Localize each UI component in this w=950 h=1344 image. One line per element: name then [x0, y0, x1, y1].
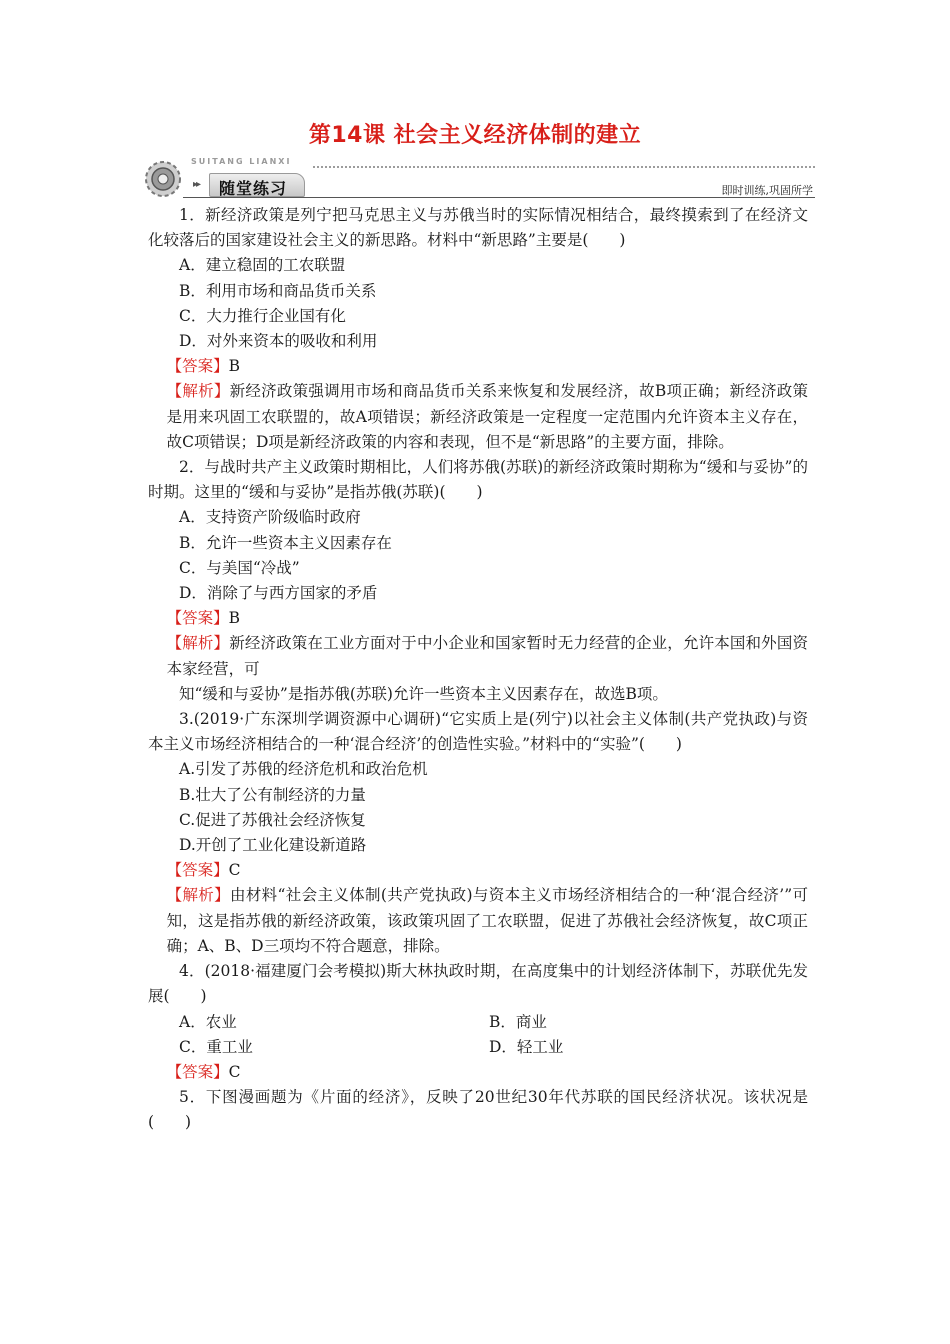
answer-value: B: [228, 609, 240, 628]
answer-value: B: [228, 357, 240, 376]
question-3-stem: 3.(2019·广东深圳学调资源中心调研)“它实质上是(列宁)以社会主义体制(共产党执政)与资本主义市场经济相结合的一种‘混合经济’的创造性实验。”材料中的“实验”( ): [148, 710, 808, 754]
question-4-options-row-1: [148, 1010, 808, 1035]
analysis-text: 由材料“社会主义体制(共产党执政)与资本主义市场经济相结合的一种‘混合经济’”可知，这是指苏俄的新经济政策，该政策巩固了工农联盟，促进了苏俄社会经济恢复，故C项正确；A、B、D三项均不符合题意，排除。: [166, 886, 808, 955]
question-1-option-d: D．对外来资本的吸收和利用: [179, 332, 378, 351]
answer-tag: 【答案】: [166, 1062, 229, 1081]
question-3-option-d: D.开创了工业化建设新道路: [179, 836, 367, 855]
question-5-stem: 5．下图漫画题为《片面的经济》，反映了20世纪30年代苏联的国民经济状况。该状况是( ): [148, 1088, 808, 1132]
question-3-option-b: B.壮大了公有制经济的力量: [179, 785, 366, 804]
question-1-option-a: A．建立稳固的工农联盟: [179, 256, 346, 275]
answer-tag: 【答案】: [166, 357, 229, 376]
question-2-option-a: A．支持资产阶级临时政府: [179, 508, 361, 527]
question-1-answer: [148, 354, 808, 379]
analysis-tag: 【解析】: [166, 886, 230, 905]
banner-tagline: 即时训练,巩固所学: [721, 184, 813, 197]
question-4-answer: [148, 1060, 808, 1085]
question-2-option-d: D．消除了与西方国家的矛盾: [179, 584, 378, 603]
answer-tag: 【答案】: [166, 861, 229, 880]
question-4-option-c: C．重工业: [179, 1037, 253, 1056]
question-4-option-a: A．农业: [179, 1012, 237, 1031]
banner-dotted-rule: [313, 166, 815, 168]
analysis-text: 新经济政策强调用市场和商品货币关系来恢复和发展经济，故B项正确；新经济政策是用来巩固工农联盟的，故A项错误；新经济政策是一定程度一定范围内允许资本主义存在，故C项错误；D项是新经济政策的内容和表现，但不是“新思路”的主要方面，排除。: [166, 382, 808, 451]
question-1-analysis: [148, 379, 808, 455]
page-title: 第14课 社会主义经济体制的建立: [308, 123, 642, 148]
question-1-option-c: C．大力推行企业国有化: [179, 306, 346, 325]
analysis-tag: 【解析】: [166, 382, 230, 401]
question-2-stem: 2．与战时共产主义政策时期相比，人们将苏俄(苏联)的新经济政策时期称为“缓和与妥协”的时期。这里的“缓和与妥协”是指苏俄(苏联)( ): [148, 458, 808, 502]
banner-label: 随堂练习: [219, 179, 288, 198]
question-2-option-c: C．与美国“冷战”: [179, 558, 300, 577]
double-arrow-icon: ▸▸: [193, 179, 200, 190]
question-4-option-d: D．轻工业: [489, 1037, 564, 1056]
question-2-answer: [148, 606, 808, 631]
question-3-answer: [148, 858, 808, 883]
question-1-stem: 1．新经济政策是列宁把马克思主义与苏俄当时的实际情况相结合，最终摸索到了在经济文化较落后的国家建设社会主义的新思路。材料中“新思路”主要是( ): [148, 206, 808, 250]
question-4-options-row-2: [148, 1035, 808, 1060]
question-2-analysis: [148, 631, 808, 681]
question-2-option-b: B．允许一些资本主义因素存在: [179, 533, 392, 552]
question-3-analysis: [148, 883, 808, 959]
answer-tag: 【答案】: [166, 609, 229, 628]
question-4-stem: 4．(2018·福建厦门会考模拟)斯大林执政时期，在高度集中的计划经济体制下，苏联优先发展( ): [148, 962, 808, 1006]
banner-pinyin: SUITANG LIANXI: [191, 157, 292, 166]
question-3-option-a: A.引发了苏俄的经济危机和政治危机: [179, 760, 428, 779]
answer-value: C: [228, 861, 241, 880]
section-banner: [143, 155, 815, 201]
analysis-tag: 【解析】: [166, 634, 230, 653]
question-3-option-c: C.促进了苏俄社会经济恢复: [179, 810, 366, 829]
exercise-content: [148, 203, 808, 1136]
answer-value: C: [228, 1062, 241, 1081]
banner-rule: [183, 197, 815, 198]
question-2-analysis-continued: 知“缓和与妥协”是指苏俄(苏联)允许一些资本主义因素存在，故选B项。: [179, 684, 668, 703]
analysis-text: 新经济政策在工业方面对于中小企业和国家暂时无力经营的企业，允许本国和外国资本家经营，可: [166, 634, 808, 678]
gear-icon: [143, 159, 183, 199]
question-1-option-b: B．利用市场和商品货币关系: [179, 281, 377, 300]
question-4-option-b: B．商业: [489, 1012, 547, 1031]
